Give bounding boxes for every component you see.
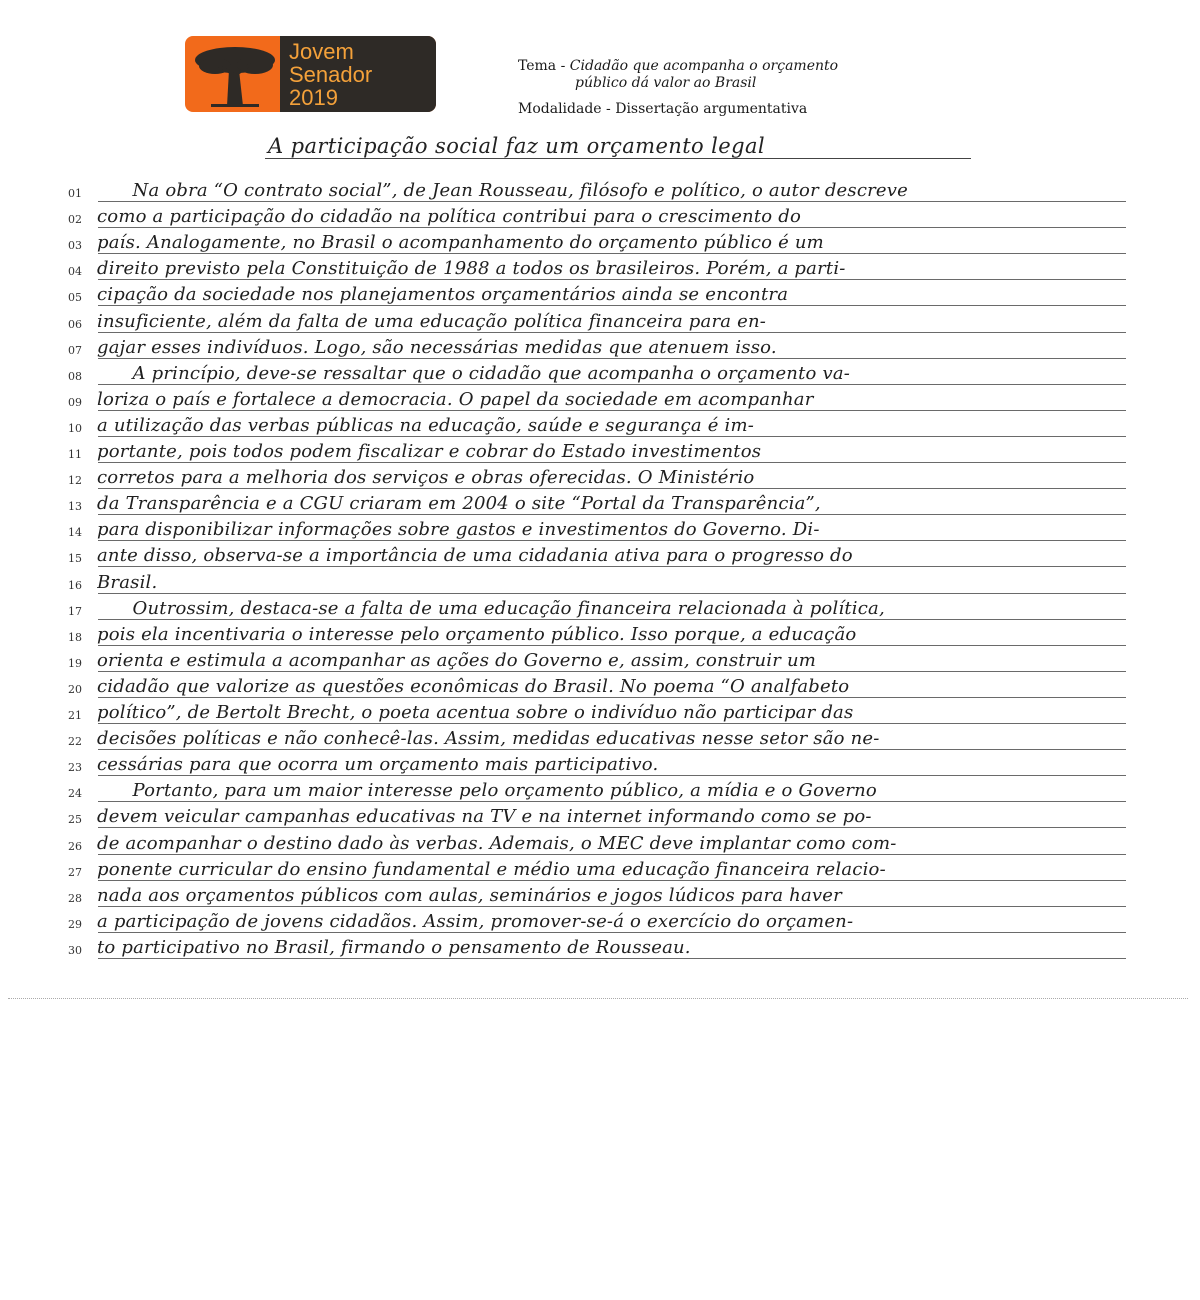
line-number: 01 xyxy=(68,187,82,200)
line-number: 09 xyxy=(68,395,82,409)
handwritten-text: cessárias para que ocorra um orçamento mais participativo. xyxy=(97,754,659,776)
handwritten-text: para disponibilizar informações sobre gastos e investimentos do Governo. Di- xyxy=(97,519,820,541)
handwritten-text: cidadão que valorize as questões econômicas do Brasil. No poema “O analfabeto xyxy=(97,675,850,697)
handwritten-text: a utilização das verbas públicas na educação, saúde e segurança é im- xyxy=(97,414,755,436)
essay-line xyxy=(60,855,1140,881)
handwritten-text: devem veicular campanhas educativas na TV e na internet informando como se po- xyxy=(97,806,872,828)
dotted-separator xyxy=(8,998,1188,999)
handwritten-text: to participativo no Brasil, firmando o pensamento de Rousseau. xyxy=(97,936,691,958)
handwritten-text: A princípio, deve-se ressaltar que o cidadão que acompanha o orçamento va- xyxy=(97,362,851,384)
tema-block xyxy=(518,58,838,92)
handwritten-text: pois ela incentivaria o interesse pelo orçamento público. Isso porque, a educação xyxy=(97,623,857,645)
line-number: 15 xyxy=(68,552,82,566)
handwritten-text: direito previsto pela Constituição de 1988 a todos os brasileiros. Porém, a parti- xyxy=(97,258,846,280)
essay-line xyxy=(60,776,1140,802)
tema-label: Tema - xyxy=(518,58,566,74)
handwritten-text: nada aos orçamentos públicos com aulas, seminários e jogos lúdicos para haver xyxy=(97,884,842,906)
tree-icon xyxy=(191,40,279,110)
line-number: 22 xyxy=(68,735,82,749)
essay-line xyxy=(60,437,1140,463)
essay-line xyxy=(60,202,1140,228)
handwritten-text: orienta e estimula a acompanhar as ações do Governo e, assim, construir um xyxy=(97,649,817,671)
essay-line xyxy=(60,802,1140,828)
essay-line xyxy=(60,594,1140,620)
essay-line xyxy=(60,385,1140,411)
line-number: 12 xyxy=(68,474,82,488)
line-number: 03 xyxy=(68,239,82,253)
essay-line xyxy=(60,698,1140,724)
handwritten-text: da Transparência e a CGU criaram em 2004 o site “Portal da Transparência”, xyxy=(97,493,821,515)
essay-line xyxy=(60,750,1140,776)
line-number: 08 xyxy=(68,369,82,383)
ruled-line xyxy=(98,958,1126,959)
line-number: 10 xyxy=(68,421,82,435)
essay-line xyxy=(60,541,1140,567)
essay-line xyxy=(60,280,1140,306)
essay-title: A participação social faz um orçamento legal xyxy=(268,134,766,158)
essay-line xyxy=(60,620,1140,646)
essay-line xyxy=(60,646,1140,672)
line-number: 13 xyxy=(68,500,82,514)
tema-line-2: público dá valor ao Brasil xyxy=(575,75,757,91)
essay-line xyxy=(60,907,1140,933)
handwritten-text: Na obra “O contrato social”, de Jean Rousseau, filósofo e político, o autor descreve xyxy=(97,180,908,201)
logo-text xyxy=(289,40,419,109)
handwritten-text: gajar esses indivíduos. Logo, são necessárias medidas que atenuem isso. xyxy=(97,336,777,358)
line-number: 17 xyxy=(68,604,82,618)
line-number: 23 xyxy=(68,761,82,775)
essay-line xyxy=(60,411,1140,437)
essay-line xyxy=(60,254,1140,280)
line-number: 27 xyxy=(68,865,82,879)
logo-line-senador: Senador xyxy=(289,62,373,87)
essay-line xyxy=(60,176,1140,202)
essay-line xyxy=(60,359,1140,385)
essay-line xyxy=(60,672,1140,698)
handwritten-text: político”, de Bertolt Brecht, o poeta acentua sobre o indivíduo não participar das xyxy=(97,702,854,723)
handwritten-text: Portanto, para um maior interesse pelo orçamento público, a mídia e o Governo xyxy=(97,780,877,802)
essay-line xyxy=(60,568,1140,594)
handwritten-text: cipação da sociedade nos planejamentos orçamentários ainda se encontra xyxy=(97,284,789,306)
handwritten-text: a participação de jovens cidadãos. Assim, promover-se-á o exercício do orçamen- xyxy=(97,910,854,932)
line-number: 24 xyxy=(68,787,82,801)
line-number: 14 xyxy=(68,526,82,540)
line-number: 06 xyxy=(68,317,82,331)
line-number: 07 xyxy=(68,343,82,357)
logo-line-jovem: Jovem xyxy=(289,39,354,64)
handwritten-text: corretos para a melhoria dos serviços e obras oferecidas. O Ministério xyxy=(97,467,755,489)
modalidade: Modalidade - Dissertação argumentativa xyxy=(518,101,808,117)
essay-line xyxy=(60,489,1140,515)
essay-line xyxy=(60,829,1140,855)
handwritten-text: como a participação do cidadão na política contribui para o crescimento do xyxy=(97,206,801,228)
handwritten-text: ante disso, observa-se a importância de uma cidadania ativa para o progresso do xyxy=(97,545,853,567)
handwritten-text: loriza o país e fortalece a democracia. O papel da sociedade em acompanhar xyxy=(97,388,814,410)
handwritten-text: Outrossim, destaca-se a falta de uma educação financeira relacionada à política, xyxy=(97,597,885,619)
line-number: 16 xyxy=(68,578,82,592)
essay-line xyxy=(60,515,1140,541)
title-underline xyxy=(265,158,971,159)
line-number: 02 xyxy=(68,213,82,227)
essay-line xyxy=(60,228,1140,254)
essay-line xyxy=(60,307,1140,333)
line-number: 25 xyxy=(68,813,82,827)
logo-line-year: 2019 xyxy=(289,85,338,110)
essay-line xyxy=(60,881,1140,907)
line-number: 05 xyxy=(68,291,82,305)
tema-line-1: Cidadão que acompanha o orçamento xyxy=(569,58,839,74)
essay-line xyxy=(60,463,1140,489)
handwritten-text: insuficiente, além da falta de uma educação política financeira para en- xyxy=(97,310,767,332)
line-number: 19 xyxy=(68,656,82,670)
handwritten-text: ponente curricular do ensino fundamental e médio uma educação financeira relacio- xyxy=(97,858,886,880)
line-number: 20 xyxy=(68,682,82,696)
essay-line xyxy=(60,933,1140,959)
essay-line xyxy=(60,724,1140,750)
line-number: 04 xyxy=(68,265,82,279)
line-number: 21 xyxy=(68,709,82,722)
handwritten-text: Brasil. xyxy=(97,571,158,593)
line-number: 30 xyxy=(68,943,82,957)
line-number: 29 xyxy=(68,917,82,931)
line-number: 18 xyxy=(68,630,82,644)
jovem-senador-logo xyxy=(185,36,436,112)
essay-line xyxy=(60,333,1140,359)
handwritten-text: país. Analogamente, no Brasil o acompanhamento do orçamento público é um xyxy=(97,232,824,254)
line-number: 26 xyxy=(68,839,82,853)
line-number: 11 xyxy=(68,448,82,461)
handwritten-text: decisões políticas e não conhecê-las. Assim, medidas educativas nesse setor são ne- xyxy=(97,728,880,750)
handwritten-text: de acompanhar o destino dado às verbas. Ademais, o MEC deve implantar como com- xyxy=(97,832,897,854)
handwritten-text: portante, pois todos podem fiscalizar e cobrar do Estado investimentos xyxy=(97,441,762,462)
line-number: 28 xyxy=(68,891,82,905)
